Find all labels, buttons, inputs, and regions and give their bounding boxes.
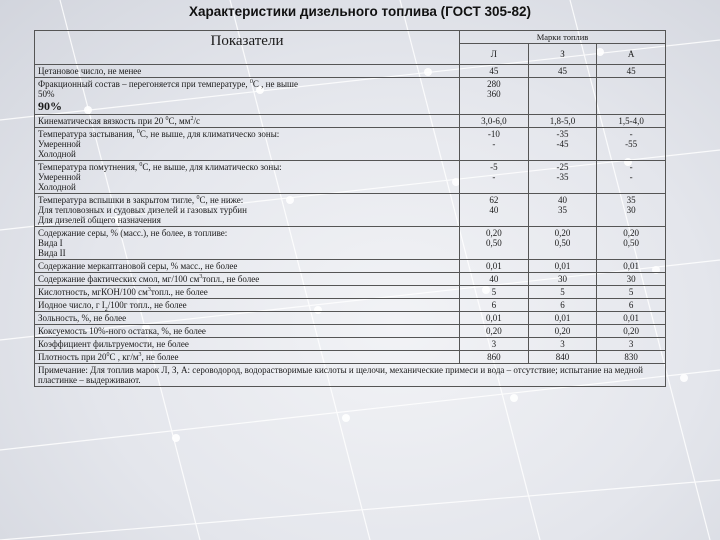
table-header-row xyxy=(35,31,666,44)
value-coke-z: 0,20 xyxy=(528,325,597,338)
row-sulfur xyxy=(35,227,666,260)
row-resins xyxy=(35,273,666,286)
row-cloud-point xyxy=(35,161,666,194)
value-density-z: 840 xyxy=(528,351,597,364)
value-ash-a: 0,01 xyxy=(597,312,666,325)
value-acidity-l: 5 xyxy=(460,286,529,299)
label-flash-point: Температура вспышки в закрытом тигле, $^0$С, не ниже: Для тепловозных и судовых дизелей и газовых турбин Для дизелей общего назначения xyxy=(35,194,460,227)
value-mercaptan-l: 0,01 xyxy=(460,260,529,273)
value-resins-l: 40 xyxy=(460,273,529,286)
value-filter-l: 3 xyxy=(460,338,529,351)
value-iodine-z: 6 xyxy=(528,299,597,312)
value-iodine-a: 6 xyxy=(597,299,666,312)
value-fraction-l: 280 360 xyxy=(460,78,529,115)
value-cloud-z: -25 -35 xyxy=(528,161,597,194)
page-title: Характеристики дизельного топлива (ГОСТ 305-82) xyxy=(188,4,532,19)
value-ash-l: 0,01 xyxy=(460,312,529,325)
label-pour-point: Температура застывания, $^0$С, не выше, для климатическо зоны: Умеренной Холодной xyxy=(35,128,460,161)
value-pour-z: -35 -45 xyxy=(528,128,597,161)
value-resins-z: 30 xyxy=(528,273,597,286)
value-sulfur-a: 0,20 0,50 xyxy=(597,227,666,260)
label-sulfur: Содержание серы, % (масс.), не более, в топливе: Вида I Вида II xyxy=(35,227,460,260)
value-resins-a: 30 xyxy=(597,273,666,286)
value-cloud-l: -5 - xyxy=(460,161,529,194)
value-filter-z: 3 xyxy=(528,338,597,351)
row-mercaptan xyxy=(35,260,666,273)
value-density-a: 830 xyxy=(597,351,666,364)
row-filter xyxy=(35,338,666,351)
row-coke xyxy=(35,325,666,338)
label-resins: Содержание фактических смол, мг/100 $см^3топл$., не более xyxy=(35,273,460,286)
value-sulfur-z: 0,20 0,50 xyxy=(528,227,597,260)
value-filter-a: 3 xyxy=(597,338,666,351)
value-pour-a: - -55 xyxy=(597,128,666,161)
grade-a: А xyxy=(597,44,666,65)
value-viscosity-l: 3,0-6,0 xyxy=(460,115,529,128)
row-ash xyxy=(35,312,666,325)
label-ash: Зольность, %, не более xyxy=(35,312,460,325)
row-viscosity xyxy=(35,115,666,128)
row-acidity xyxy=(35,286,666,299)
value-flash-a: 35 30 xyxy=(597,194,666,227)
grade-z: З xyxy=(528,44,597,65)
value-viscosity-z: 1,8-5,0 xyxy=(528,115,597,128)
row-note xyxy=(35,364,666,387)
value-acidity-a: 5 xyxy=(597,286,666,299)
value-iodine-l: 6 xyxy=(460,299,529,312)
label-density: Плотность при $20^0С$ , $кг/м^3$, не более xyxy=(35,351,460,364)
label-fraction: Фракционный состав – перегоняется при температуре, $^0$С , не выше 50% 90% xyxy=(35,78,460,115)
value-coke-l: 0,20 xyxy=(460,325,529,338)
label-cloud-point: Температура помутнения, $^0$С, не выше, для климатическо зоны: Умеренной Холодной xyxy=(35,161,460,194)
value-mercaptan-z: 0,01 xyxy=(528,260,597,273)
value-mercaptan-a: 0,01 xyxy=(597,260,666,273)
value-acidity-z: 5 xyxy=(528,286,597,299)
value-viscosity-a: 1,5-4,0 xyxy=(597,115,666,128)
value-coke-a: 0,20 xyxy=(597,325,666,338)
value-cetane-z: 45 xyxy=(528,65,597,78)
label-iodine: Иодное число, г $I_2/100г$ топл., не более xyxy=(35,299,460,312)
header-grades-caption: Марки топлив xyxy=(460,31,666,44)
label-viscosity: Кинематическая вязкость при 20 $^0$С, $мм^2/с$ xyxy=(35,115,460,128)
label-cetane: Цетановое число, не менее xyxy=(35,65,460,78)
row-density xyxy=(35,351,666,364)
value-cloud-a: - - xyxy=(597,161,666,194)
table-note: Примечание: Для топлив марок Л, З, А: сероводород, водорастворимые кислоты и щелочи, механические примеси и вода – отсутствие; испытание на медной пластинке – выдерживают. xyxy=(35,364,666,387)
label-filter: Коэффициент фильтруемости, не более xyxy=(35,338,460,351)
row-cetane xyxy=(35,65,666,78)
grade-l: Л xyxy=(460,44,529,65)
value-cetane-a: 45 xyxy=(597,65,666,78)
value-cetane-l: 45 xyxy=(460,65,529,78)
value-flash-l: 62 40 xyxy=(460,194,529,227)
header-indicators: Показатели xyxy=(35,31,460,65)
row-fraction xyxy=(35,78,666,115)
value-pour-l: -10 - xyxy=(460,128,529,161)
value-flash-z: 40 35 xyxy=(528,194,597,227)
row-iodine xyxy=(35,299,666,312)
label-acidity: Кислотность, мгКОН/100 $см^3топл$., не более xyxy=(35,286,460,299)
row-flash-point xyxy=(35,194,666,227)
value-density-l: 860 xyxy=(460,351,529,364)
value-fraction-a xyxy=(597,78,666,115)
row-pour-point xyxy=(35,128,666,161)
label-coke: Коксуемость 10%-ного остатка, %, не более xyxy=(35,325,460,338)
label-mercaptan: Содержание меркаптановой серы, % масс., не более xyxy=(35,260,460,273)
value-ash-z: 0,01 xyxy=(528,312,597,325)
fuel-characteristics-table xyxy=(34,30,666,387)
value-fraction-z xyxy=(528,78,597,115)
value-sulfur-l: 0,20 0,50 xyxy=(460,227,529,260)
